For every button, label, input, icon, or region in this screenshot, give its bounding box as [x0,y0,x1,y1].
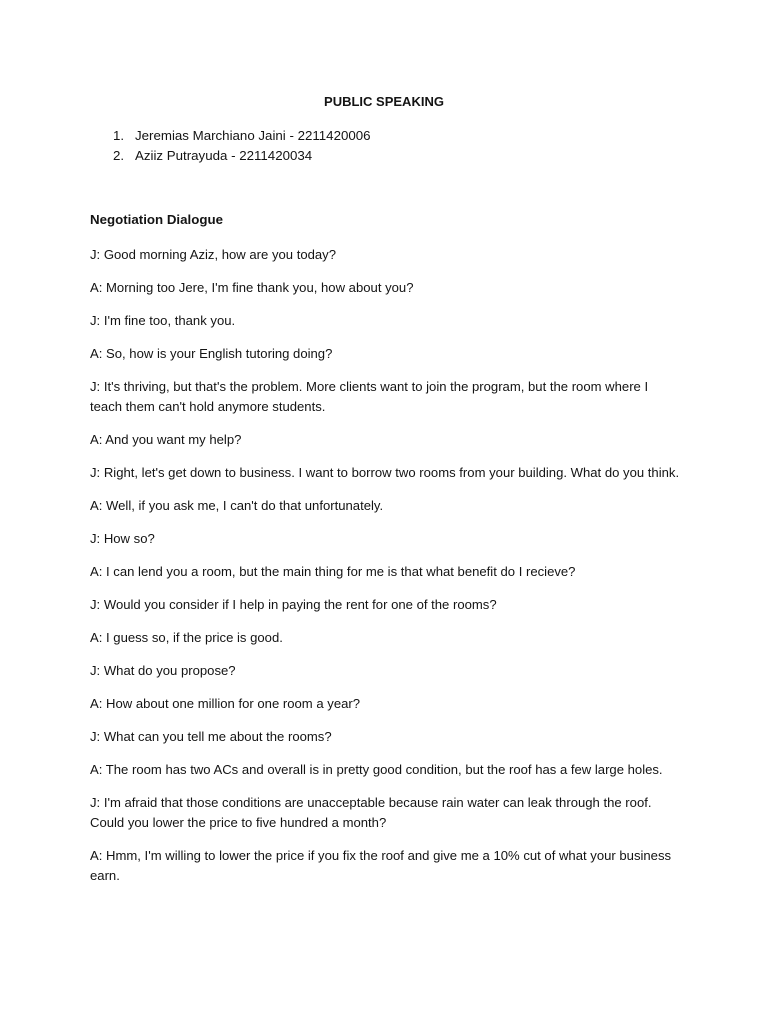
dialogue-line: J: I'm afraid that those conditions are unacceptable because rain water can leak through the roof. Could you lower the price to five hundred a month? [90,795,652,830]
dialogue-line: A: How about one million for one room a year? [90,696,361,711]
author-list [113,126,371,166]
author-item [113,146,371,166]
dialogue-line: J: How so? [90,531,155,546]
dialogue-line: A: The room has two ACs and overall is in pretty good condition, but the roof has a few large holes. [90,762,663,777]
dialogue-line: J: Good morning Aziz, how are you today? [90,247,337,262]
dialogue-line: J: Right, let's get down to business. I want to borrow two rooms from your building. What do you think. [90,465,680,480]
author-item [113,126,371,146]
dialogue-line: J: What do you propose? [90,663,236,678]
dialogue-line: A: So, how is your English tutoring doing? [90,346,333,361]
document-title: PUBLIC SPEAKING [324,94,444,109]
author-text: Jeremias Marchiano Jaini - 2211420006 [135,128,371,143]
dialogue-line: A: Hmm, I'm willing to lower the price if you fix the roof and give me a 10% cut of what your business earn. [90,848,672,883]
dialogue-body [90,245,680,899]
dialogue-line: A: And you want my help? [90,432,242,447]
dialogue-line: A: Well, if you ask me, I can't do that unfortunately. [90,498,384,513]
dialogue-line: J: It's thriving, but that's the problem. More clients want to join the program, but the room where I teach them can't hold anymore students. [90,379,649,414]
dialogue-line: J: Would you consider if I help in paying the rent for one of the rooms? [90,597,497,612]
dialogue-line: J: I'm fine too, thank you. [90,313,236,328]
dialogue-line: J: What can you tell me about the rooms? [90,729,332,744]
list-number: 2. [113,148,125,163]
dialogue-line: A: I can lend you a room, but the main thing for me is that what benefit do I recieve? [90,564,576,579]
list-number: 1. [113,128,125,143]
dialogue-line: A: I guess so, if the price is good. [90,630,283,645]
dialogue-line: A: Morning too Jere, I'm fine thank you, how about you? [90,280,414,295]
section-heading: Negotiation Dialogue [90,212,223,227]
author-text: Aziiz Putrayuda - 2211420034 [135,148,313,163]
